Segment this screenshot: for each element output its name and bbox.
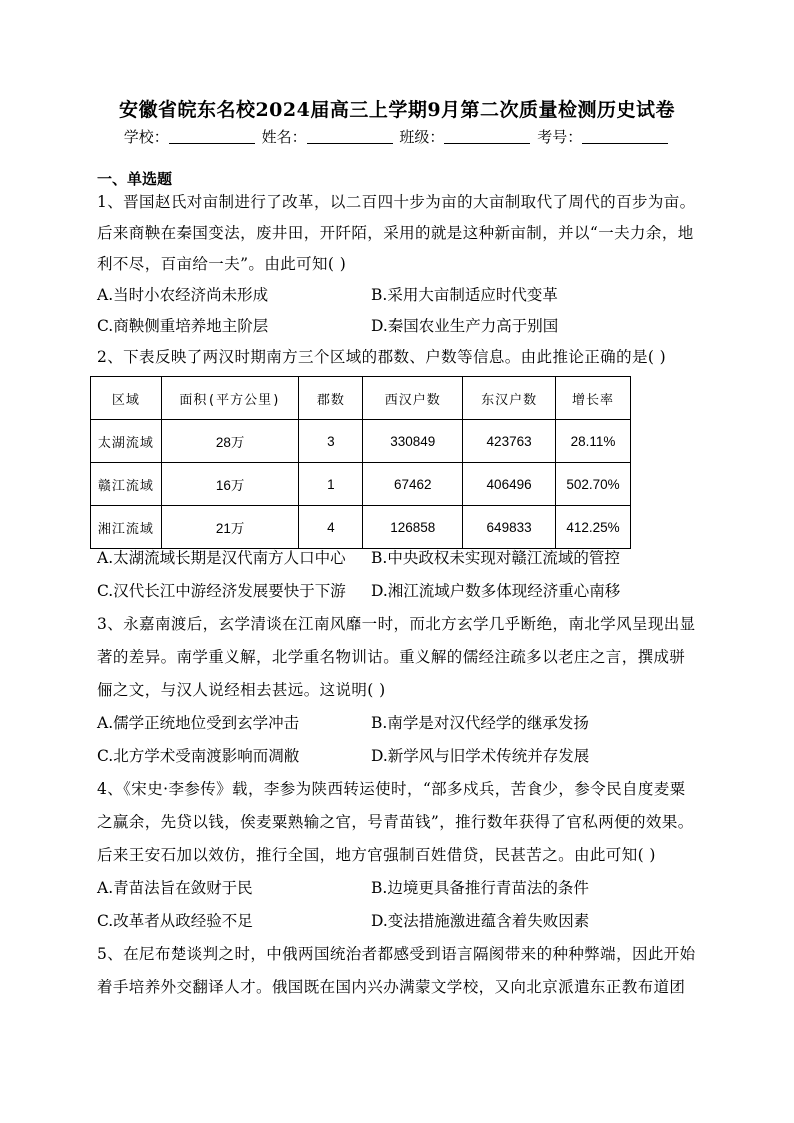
q4-option-a: A.青苗法旨在敛财于民 <box>97 879 253 897</box>
q2-option-d: D.湘江流域户数多体现经济重心南移 <box>371 582 621 600</box>
table-cell: 太湖流域 <box>91 420 162 463</box>
section-title: 一、单选题 <box>97 170 173 188</box>
q2-option-a: A.太湖流域长期是汉代南方人口中心 <box>97 549 346 567</box>
table-cell: 67462 <box>363 463 463 506</box>
exam-number-blank[interactable] <box>582 129 668 144</box>
table-cell: 赣江流域 <box>91 463 162 506</box>
table-cell: 28万 <box>161 420 299 463</box>
table-cell: 1 <box>299 463 363 506</box>
table-header: 西汉户数 <box>363 377 463 420</box>
q3-option-d: D.新学风与旧学术传统并存发展 <box>371 747 590 765</box>
table-header-row <box>91 377 631 420</box>
table-header: 面积(平方公里) <box>161 377 299 420</box>
table-cell: 330849 <box>363 420 463 463</box>
table-cell: 423763 <box>463 420 556 463</box>
q1-option-d: D.秦国农业生产力高于别国 <box>371 317 559 335</box>
table-cell: 湘江流域 <box>91 506 162 549</box>
q1-option-b: B.采用大亩制适应时代变革 <box>371 286 558 304</box>
table-cell: 406496 <box>463 463 556 506</box>
school-label: 学校： <box>123 128 169 146</box>
table-cell: 16万 <box>161 463 299 506</box>
exam-number-label: 考号： <box>537 128 583 146</box>
q1-line-2: 后来商鞅在秦国变法，废井田，开阡陌，采用的就是这种新亩制，并以“一夫力余，地 <box>97 224 694 242</box>
q2-data-table <box>90 376 631 549</box>
student-info-line <box>0 126 794 147</box>
q4-option-b: B.边境更具备推行青苗法的条件 <box>371 879 589 897</box>
name-blank[interactable] <box>307 129 393 144</box>
school-blank[interactable] <box>169 129 255 144</box>
table-row <box>91 420 631 463</box>
table-cell: 3 <box>299 420 363 463</box>
q2-stem: 2、下表反映了两汉时期南方三个区域的郡数、户数等信息。由此推论正确的是( ) <box>97 348 667 366</box>
table-header: 增长率 <box>556 377 631 420</box>
q4-line-2: 之赢余，先贷以钱，俟麦粟熟输之官，号青苗钱”，推行数年获得了官私两便的效果。 <box>97 813 694 831</box>
q3-line-1: 3、永嘉南渡后，玄学清谈在江南风靡一时，而北方玄学几乎断绝，南北学风呈现出显 <box>97 615 696 633</box>
table-cell: 4 <box>299 506 363 549</box>
table-row <box>91 506 631 549</box>
table-cell: 126858 <box>363 506 463 549</box>
q3-line-3: 俪之文，与汉人说经相去甚远。这说明( ) <box>97 681 386 699</box>
q5-line-2: 着手培养外交翻译人才。俄国既在国内兴办满蒙文学校，又向北京派遣东正教布道团 <box>97 978 686 996</box>
q3-option-c: C.北方学术受南渡影响而凋敝 <box>97 747 300 765</box>
q4-option-c: C.改革者从政经验不足 <box>97 912 253 930</box>
q3-line-2: 著的差异。南学重义解，北学重名物训诂。重义解的儒经注疏多以老庄之言，撰成骈 <box>97 648 686 666</box>
table-cell: 649833 <box>463 506 556 549</box>
table-cell: 21万 <box>161 506 299 549</box>
q4-line-3: 后来王安石加以效仿，推行全国，地方官强制百姓借贷，民甚苦之。由此可知( ) <box>97 846 656 864</box>
table-header: 区域 <box>91 377 162 420</box>
q1-line-1: 1、晋国赵氏对亩制进行了改革，以二百四十步为亩的大亩制取代了周代的百步为亩。 <box>97 193 696 211</box>
table-row <box>91 463 631 506</box>
q1-line-3: 利不尽，百亩给一夫”。由此可知( ) <box>97 255 347 273</box>
exam-title: 安徽省皖东名校2024届高三上学期9月第二次质量检测历史试卷 <box>118 99 676 121</box>
class-label: 班级： <box>399 128 445 146</box>
q1-option-a: A.当时小农经济尚未形成 <box>97 286 269 304</box>
q3-option-b: B.南学是对汉代经学的继承发扬 <box>371 714 589 732</box>
q1-option-c: C.商鞅侧重培养地主阶层 <box>97 317 269 335</box>
q2-option-b: B.中央政权未实现对赣江流域的管控 <box>371 549 620 567</box>
table-cell: 502.70% <box>556 463 631 506</box>
q3-option-a: A.儒学正统地位受到玄学冲击 <box>97 714 300 732</box>
table-cell: 412.25% <box>556 506 631 549</box>
q2-option-c: C.汉代长江中游经济发展要快于下游 <box>97 582 346 600</box>
class-blank[interactable] <box>444 129 530 144</box>
table-header: 郡数 <box>299 377 363 420</box>
q4-line-1: 4、《宋史·李参传》载，李参为陕西转运使时，“部多戍兵，苦食少，参令民自度麦粟 <box>97 780 686 798</box>
q5-line-1: 5、在尼布楚谈判之时，中俄两国统治者都感受到语言隔阂带来的种种弊端，因此开始 <box>97 945 696 963</box>
table-header: 东汉户数 <box>463 377 556 420</box>
table-cell: 28.11% <box>556 420 631 463</box>
name-label: 姓名： <box>261 128 307 146</box>
q4-option-d: D.变法措施激进蕴含着失败因素 <box>371 912 590 930</box>
